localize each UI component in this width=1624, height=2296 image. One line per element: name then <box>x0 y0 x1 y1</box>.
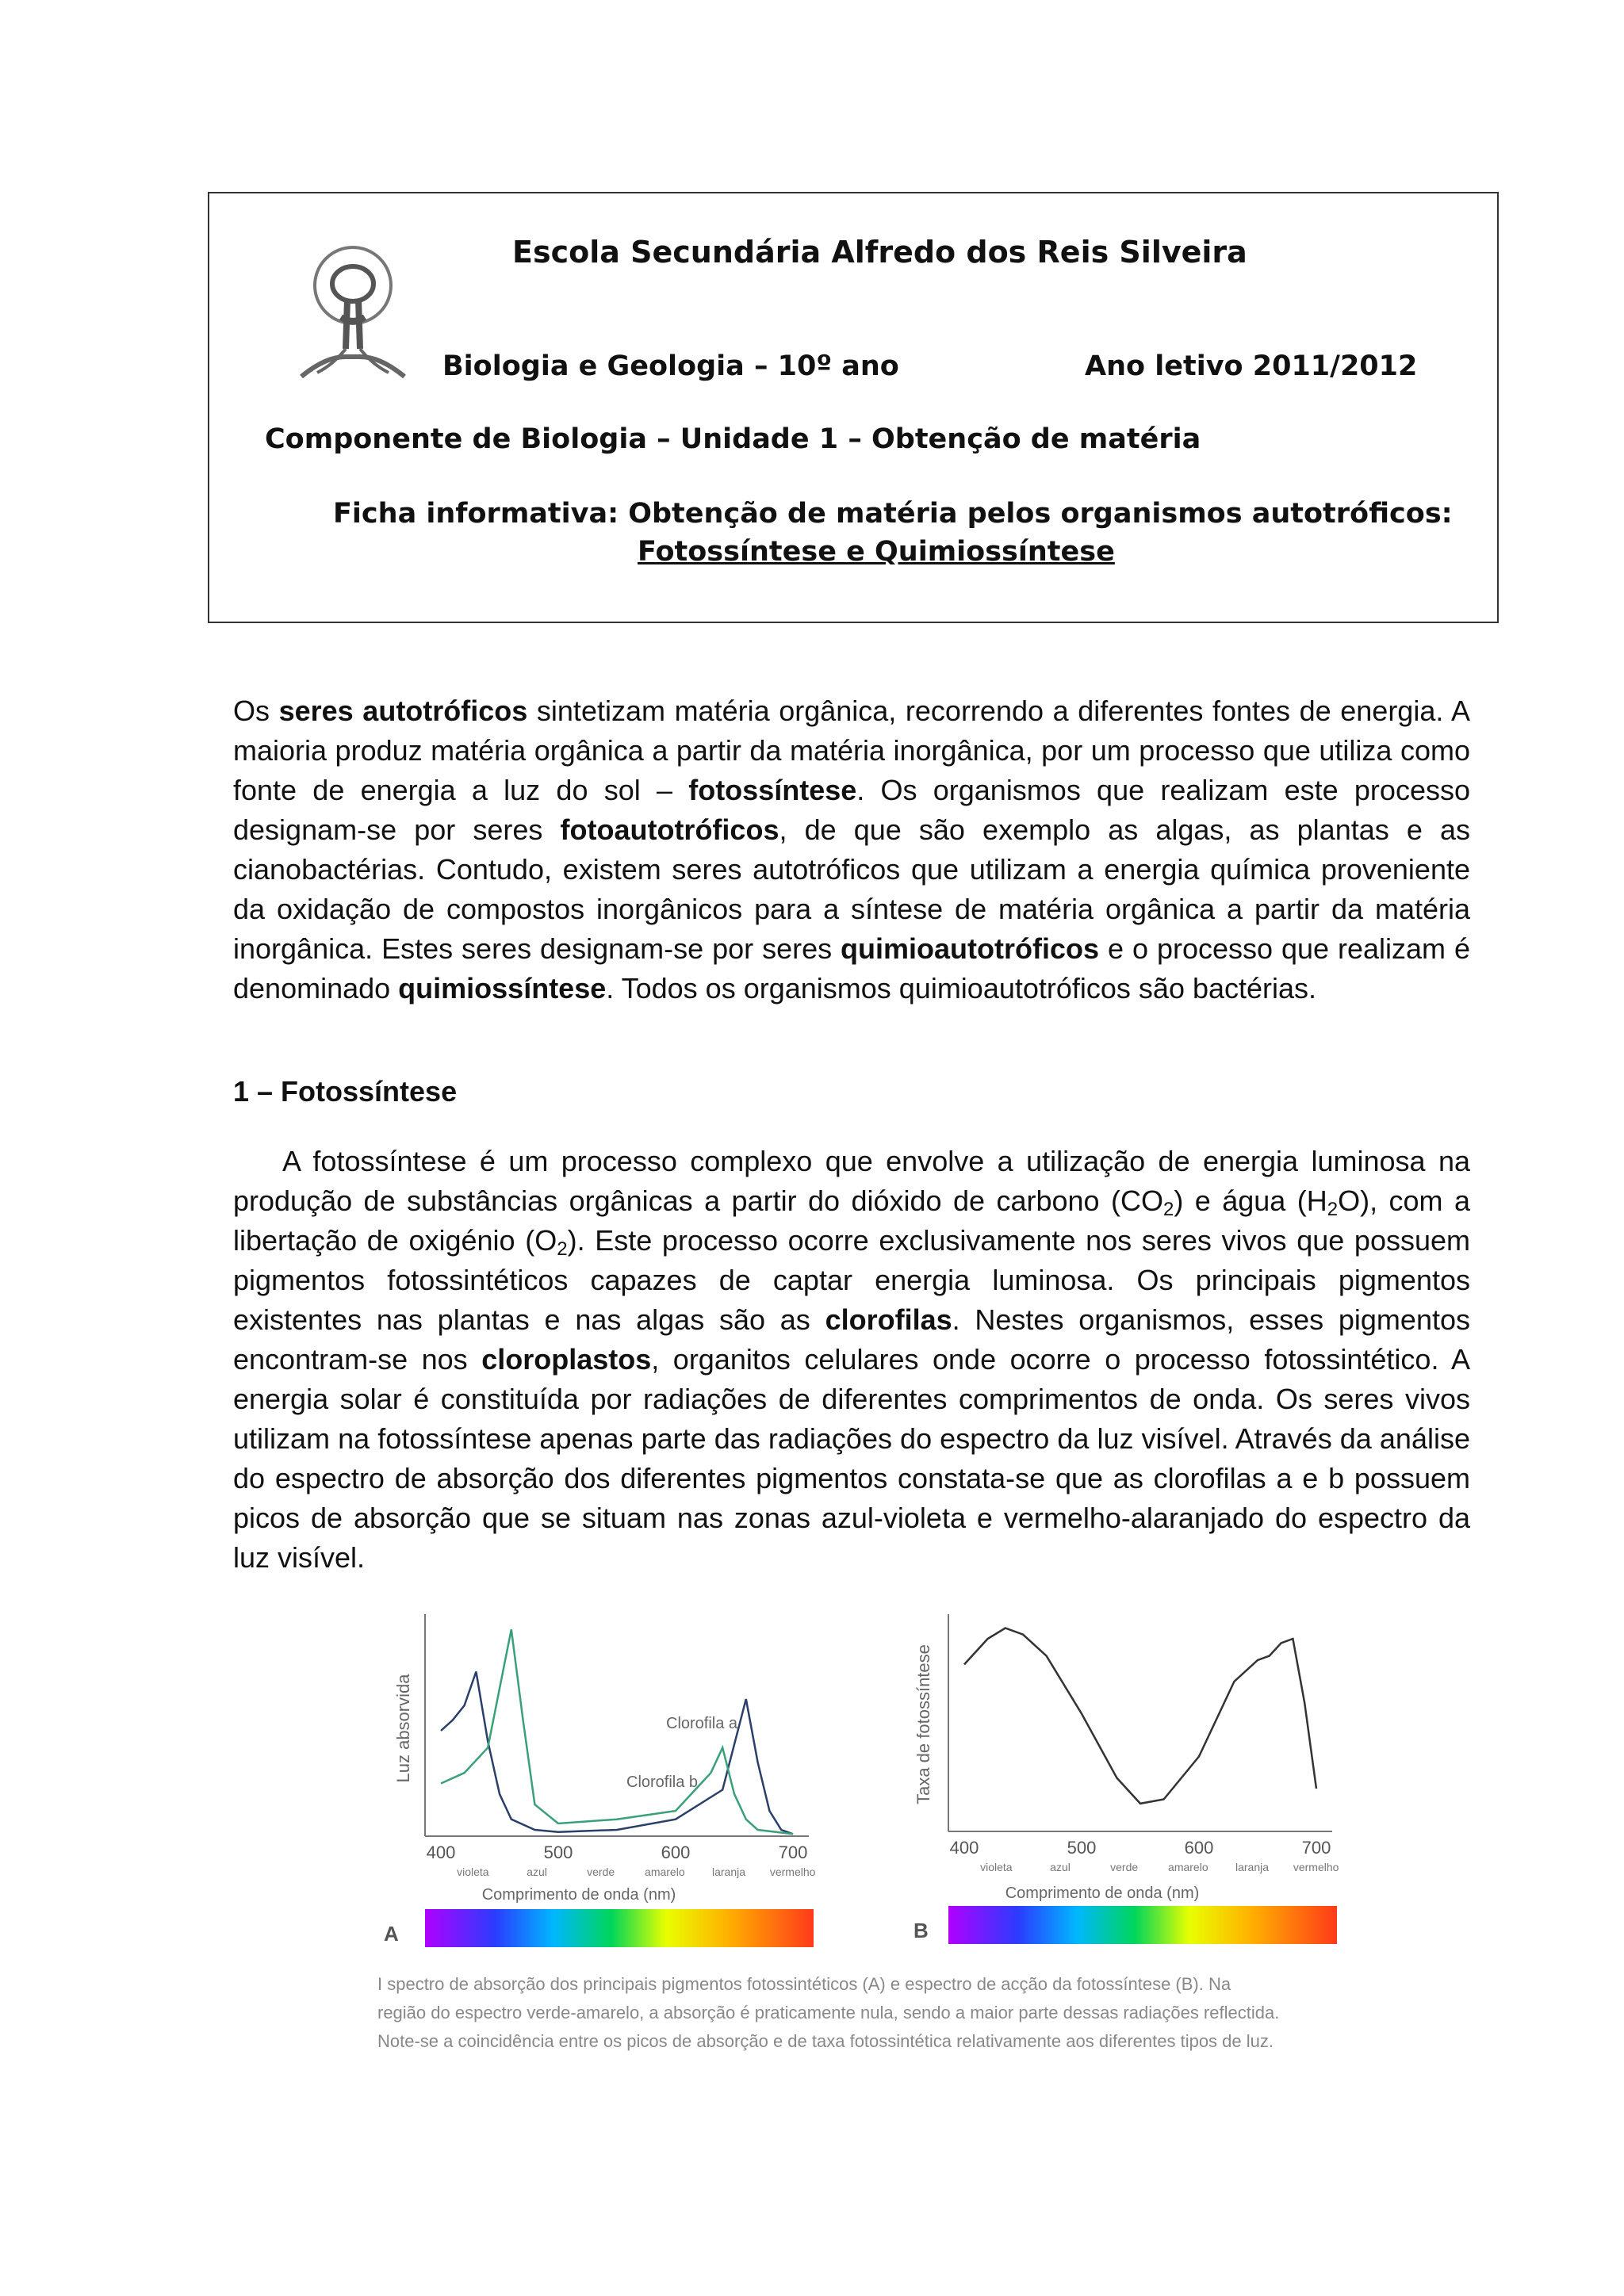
panel-b-x-label: Comprimento de onda (nm) <box>1005 1885 1200 1902</box>
panel-a-color-label: vermelho <box>769 1866 816 1878</box>
panel-b-y-label: Taxa de fotossíntese <box>914 1644 933 1804</box>
caption-line-2: região do espectro verde-amarelo, a absorção é praticamente nula, sendo a maior parte dessas radiações reflectida. <box>377 2003 1280 2022</box>
panel-a-label: A <box>384 1922 399 1946</box>
panel-b-color-label: verde <box>1110 1861 1139 1873</box>
spectrum-figure-svg <box>270 1609 1435 2061</box>
panel-a-x-tick: 600 <box>661 1843 691 1862</box>
panel-b-label: B <box>914 1919 929 1942</box>
panel-a-color-label: azul <box>527 1866 547 1878</box>
panel-b-color-label: azul <box>1050 1861 1071 1873</box>
component-title: Componente de Biologia – Unidade 1 – Obtenção de matéria <box>265 423 1201 455</box>
school-year: Ano letivo 2011/2012 <box>1085 350 1418 382</box>
school-logo <box>293 238 412 385</box>
panel-b-x-tick: 700 <box>1301 1838 1331 1858</box>
panel-b-x-tick: 600 <box>1184 1838 1214 1858</box>
panel-a-color-label: verde <box>587 1866 615 1878</box>
panel-b-series-taxa <box>964 1628 1316 1804</box>
panel-a-color-label: amarelo <box>645 1866 685 1878</box>
intro-paragraph: Os seres autotróficos sintetizam matéria orgânica, recorrendo a diferentes fontes de energia. A maioria produz matéria orgânica a partir da matéria inorgânica, por um processo que utiliza como fonte de energia a luz do sol – fotossíntese. Os organismos que realizam este processo designam-se por seres fotoautotróficos, de que são exemplo as algas, as plantas e as cianobactérias. Contudo, existem seres autotróficos que utilizam a energia química proveniente da oxidação de compostos inorgânicos para a síntese de matéria orgânica a partir da matéria inorgânica. Estes seres designam-se por seres quimioautotróficos e o processo que realizam é denominado quimiossíntese. Todos os organismos quimioautotróficos são bactérias. <box>233 695 1471 1004</box>
panel-a-x-tick: 500 <box>543 1843 573 1862</box>
section-heading: 1 – Fotossíntese <box>233 1075 458 1108</box>
panel-a-spectrum-bar <box>425 1909 814 1947</box>
school-name: Escola Secundária Alfredo dos Reis Silveira <box>512 235 1247 270</box>
panel-b-x-tick: 400 <box>949 1838 979 1858</box>
panel-b-spectrum-bar <box>948 1906 1337 1944</box>
caption-line-1: I spectro de absorção dos principais pigmentos fotossintéticos (A) e espectro de acção da fotossíntese (B). Na <box>377 1974 1231 1994</box>
panel-b-color-label: laranja <box>1235 1861 1270 1873</box>
panel-b-x-tick: 500 <box>1067 1838 1097 1858</box>
subject-title: Biologia e Geologia – 10º ano <box>442 350 899 382</box>
panel-b-color-label: violeta <box>980 1861 1013 1873</box>
panel-a-x-label: Comprimento de onda (nm) <box>481 1886 676 1904</box>
panel-a-series-clorofila-a <box>441 1672 793 1835</box>
panel-a-annotation-clorofila-a: Clorofila a <box>666 1715 738 1732</box>
spectrum-figure <box>270 1609 1435 2061</box>
ficha-subtitle: Fotossíntese e Quimiossíntese <box>638 536 1115 568</box>
panel-a-y-label: Luz absorvida <box>393 1674 413 1783</box>
panel-b-color-label: amarelo <box>1168 1861 1208 1873</box>
ficha-title: Ficha informativa: Obtenção de matéria pelos organismos autotróficos: <box>333 498 1453 530</box>
caption-line-3: Note-se a coincidência entre os picos de absorção e de taxa fotossintética relativamente aos diferentes tipos de luz. <box>377 2031 1274 2051</box>
panel-a-annotation-clorofila-b: Clorofila b <box>626 1774 699 1791</box>
photosynthesis-paragraph: A fotossíntese é um processo complexo que envolve a utilização de energia luminosa na produção de substâncias orgânicas a partir do dióxido de carbono $(CO_2)$ e água $(H_2O)$, com a libertação de oxigénio $(O_2)$. Este processo ocorre exclusivamente nos seres vivos que possuem pigmentos fotossintéticos capazes de captar energia luminosa. Os principais pigmentos existentes nas plantas e nas algas são as clorofilas. Nestes organismos, esses pigmentos encontram-se nos cloroplastos, organitos celulares onde ocorre o processo fotossintético. A energia solar é constituída por radiações de diferentes comprimentos de onda. Os seres vivos utilizam na fotossíntese apenas parte das radiações do espectro da luz visível. Através da análise do espectro de absorção dos diferentes pigmentos constata-se que as clorofilas a e b possuem picos de absorção que se situam nas zonas azul-violeta e vermelho-alaranjado do espectro da luz visível. <box>233 1145 1470 1574</box>
panel-a-color-label: laranja <box>711 1866 746 1878</box>
panel-a-color-label: violeta <box>457 1866 489 1878</box>
panel-a-series-clorofila-b <box>441 1629 793 1834</box>
panel-a-x-tick: 400 <box>426 1843 456 1862</box>
panel-b-color-label: vermelho <box>1293 1861 1339 1873</box>
panel-a-x-tick: 700 <box>778 1843 808 1862</box>
